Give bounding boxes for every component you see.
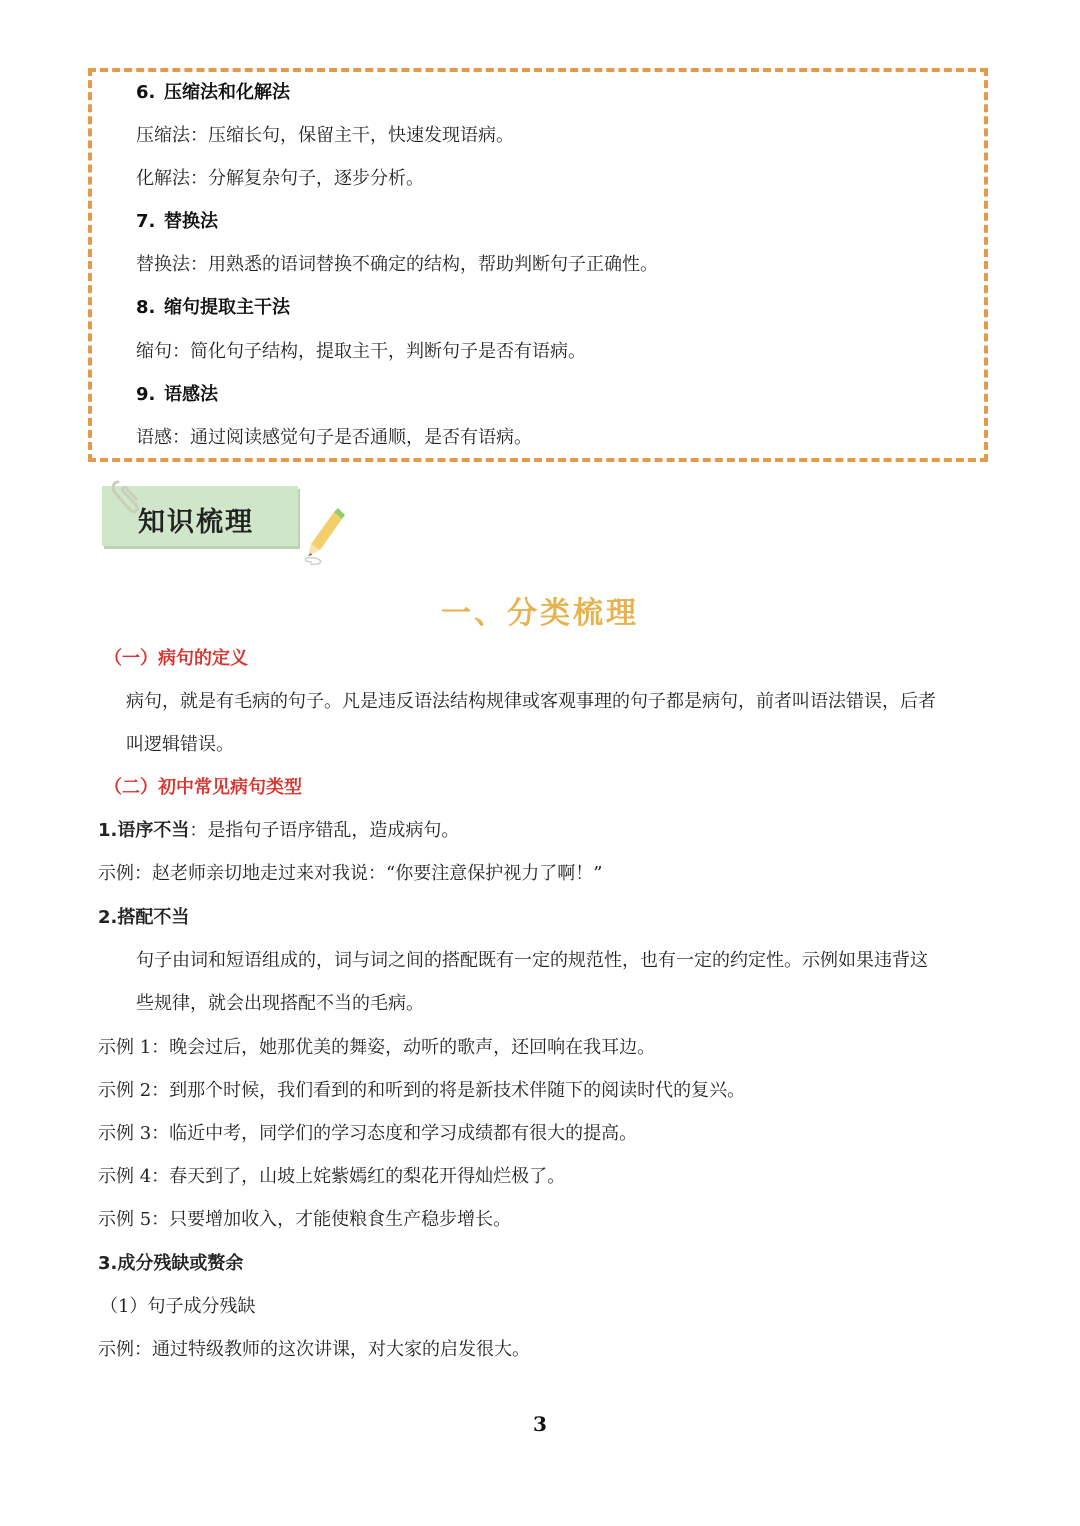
definition-text: 病句，就是有毛病的句子。凡是违反语法结构规律或客观事理的句子都是病句，前者叫语法错误，后者 <box>126 691 936 712</box>
type-2-description: 句子由词和短语组成的，词与词之间的搭配既有一定的规范性，也有一定的约定性。示例如果违背这 <box>136 950 928 971</box>
type-1-example: 示例：赵老师亲切地走过来对我说：“你要注意保护视力了啊！” <box>98 863 603 884</box>
type-1-line <box>98 819 459 843</box>
method-text: 替换法：用熟悉的语词替换不确定的结构，帮助判断句子正确性。 <box>136 254 658 275</box>
knowledge-banner <box>100 480 350 570</box>
banner-label: 知识梳理 <box>138 507 254 538</box>
paperclip-icon <box>108 478 142 518</box>
method-text: 语感：通过阅读感觉句子是否通顺，是否有语病。 <box>136 427 532 448</box>
method-heading-9: 9. 语感法 <box>136 384 218 405</box>
type-2-example: 示例 2：到那个时候，我们看到的和听到的将是新技术伴随下的阅读时代的复兴。 <box>98 1080 746 1101</box>
method-text: 缩句：简化句子结构，提取主干，判断句子是否有语病。 <box>136 341 586 362</box>
page-number: 3 <box>533 1412 547 1436</box>
subsection-heading-types: （二）初中常见病句类型 <box>104 777 302 798</box>
type-2-description: 些规律，就会出现搭配不当的毛病。 <box>136 993 424 1014</box>
method-text: 压缩法：压缩长句，保留主干，快速发现语病。 <box>136 125 514 146</box>
section-title: 一、分类梳理 <box>441 596 639 631</box>
type-3-example: 示例：通过特级教师的这次讲课，对大家的启发很大。 <box>98 1339 530 1360</box>
type-2-example: 示例 4：春天到了，山坡上姹紫嫣红的梨花开得灿烂极了。 <box>98 1166 566 1187</box>
type-2-example: 示例 5：只要增加收入，才能使粮食生产稳步增长。 <box>98 1209 512 1230</box>
pencil-icon <box>300 506 360 568</box>
type-3-label: 3.成分残缺或赘余 <box>98 1253 244 1274</box>
type-2-example: 示例 1：晚会过后，她那优美的舞姿，动听的歌声，还回响在我耳边。 <box>98 1037 656 1058</box>
method-heading-8: 8. 缩句提取主干法 <box>136 297 290 318</box>
type-1-text: ：是指句子语序错乱，造成病句。 <box>189 820 460 841</box>
type-2-example: 示例 3：临近中考，同学们的学习态度和学习成绩都有很大的提高。 <box>98 1123 638 1144</box>
method-heading-7: 7. 替换法 <box>136 211 218 232</box>
definition-text: 叫逻辑错误。 <box>126 734 234 755</box>
subsection-heading-definition: （一）病句的定义 <box>104 648 248 669</box>
type-2-label: 2.搭配不当 <box>98 907 190 928</box>
type-3-subheading: （1）句子成分残缺 <box>100 1296 256 1317</box>
method-heading-6: 6. 压缩法和化解法 <box>136 82 290 103</box>
type-1-label: 1.语序不当 <box>98 820 190 841</box>
method-text: 化解法：分解复杂句子，逐步分析。 <box>136 168 424 189</box>
